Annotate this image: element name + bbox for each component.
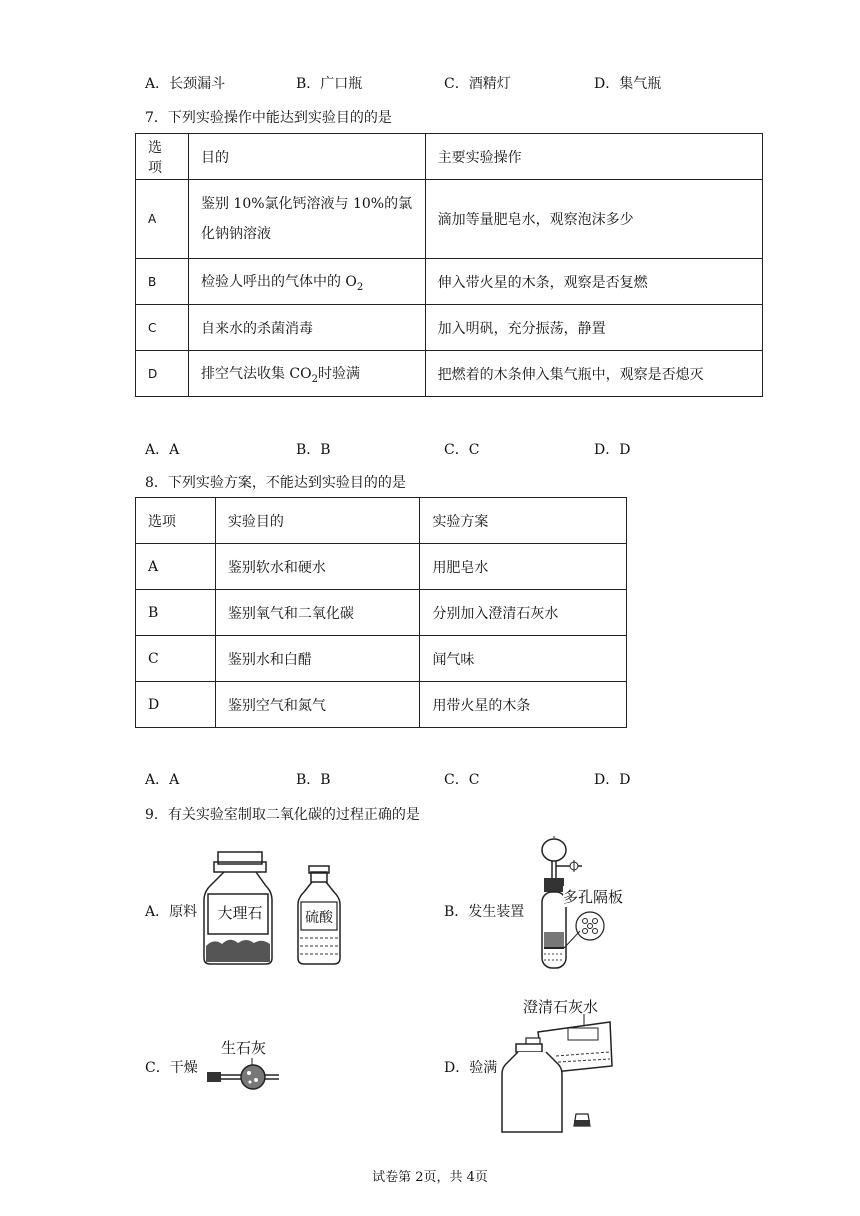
q8-row-b xyxy=(136,590,627,636)
page-footer: 试卷第 2页，共 4页 xyxy=(372,1170,488,1185)
q8-header-plan: 实验方案 xyxy=(420,498,627,544)
q7-header-goal: 目的 xyxy=(188,134,425,180)
subscript: 2 xyxy=(311,373,318,385)
q8-option-a: A．A xyxy=(145,772,180,788)
q8-row-goal: 鉴别水和白醋 xyxy=(215,636,420,682)
drying-tube-illustration xyxy=(205,1058,285,1092)
q7-row-option: A xyxy=(136,180,189,259)
q8-option-c: C．C xyxy=(444,772,480,788)
q7-row-c xyxy=(136,305,763,351)
q7-option-d: D．D xyxy=(594,442,631,458)
q7-option-b: B．B xyxy=(296,442,331,458)
q7-row-goal xyxy=(188,351,425,397)
q7-row-option: B xyxy=(136,259,189,305)
full-check-illustration xyxy=(498,1014,618,1138)
q7-row-option: C xyxy=(136,305,189,351)
q8-row-plan: 分别加入澄清石灰水 xyxy=(420,590,627,636)
q9-option-a-label: A．原料 xyxy=(145,904,198,920)
q7-row-goal xyxy=(188,259,425,305)
q7-stem: 7．下列实验操作中能达到实验目的的是 xyxy=(145,110,392,126)
porous-plate-note: 多孔隔板 xyxy=(563,888,624,906)
q9-stem: 9．有关实验室制取二氧化碳的过程正确的是 xyxy=(145,807,420,823)
q8-row-d xyxy=(136,682,627,728)
q7-header-row xyxy=(136,134,763,180)
goal-text: 排空气法收集 CO xyxy=(200,365,312,382)
bottle2-label: 硫酸 xyxy=(305,910,333,926)
q6-option-a: A．长颈漏斗 xyxy=(145,76,226,92)
q8-row-plan: 闻气味 xyxy=(420,636,627,682)
q6-option-d: D．集气瓶 xyxy=(594,76,662,92)
q7-option-c: C．C xyxy=(444,442,480,458)
bottle1-label: 大理石 xyxy=(217,904,263,922)
q7-table xyxy=(135,133,763,397)
q8-header-goal: 实验目的 xyxy=(215,498,420,544)
q7-option-a: A．A xyxy=(145,442,180,458)
q8-row-goal: 鉴别氧气和二氧化碳 xyxy=(215,590,420,636)
q8-row-option: C xyxy=(136,636,216,682)
q8-table xyxy=(135,497,627,728)
q7-row-b xyxy=(136,259,763,305)
q6-option-b: B．广口瓶 xyxy=(296,76,363,92)
goal-text: 检验人呼出的气体中的 O xyxy=(200,273,357,290)
q7-row-a xyxy=(136,180,763,259)
quicklime-note: 生石灰 xyxy=(221,1039,267,1057)
q8-header-option: 选项 xyxy=(136,498,216,544)
q7-row-operation: 加入明矾，充分振荡，静置 xyxy=(425,305,762,351)
q7-row-goal-line2: 化钠钠溶液 xyxy=(200,226,271,242)
limewater-note: 澄清石灰水 xyxy=(523,998,599,1016)
subscript: 2 xyxy=(356,281,364,293)
q7-row-operation: 伸入带火星的木条，观察是否复燃 xyxy=(425,259,762,305)
q8-stem: 8．下列实验方案，不能达到实验目的的是 xyxy=(145,475,406,491)
q8-row-a xyxy=(136,544,627,590)
q9-option-d-label: D．验满 xyxy=(444,1060,498,1076)
q7-row-goal xyxy=(188,180,425,259)
q8-row-option: B xyxy=(136,590,216,636)
q8-option-b: B．B xyxy=(296,772,331,788)
q8-row-plan: 用带火星的木条 xyxy=(420,682,627,728)
q9-option-b-label: B．发生装置 xyxy=(444,904,525,920)
q7-header-option: 选项 xyxy=(136,134,189,180)
q7-header-operation: 主要实验操作 xyxy=(425,134,762,180)
q8-row-goal: 鉴别软水和硬水 xyxy=(215,544,420,590)
q6-option-c: C．酒精灯 xyxy=(444,76,511,92)
q7-row-option: D xyxy=(136,351,189,397)
goal-text-post: 时验满 xyxy=(317,365,360,382)
q8-row-c xyxy=(136,636,627,682)
q8-option-d: D．D xyxy=(594,772,631,788)
q9-option-c-label: C．干燥 xyxy=(145,1060,198,1076)
q8-row-option: A xyxy=(136,544,216,590)
q7-row-goal-line1: 鉴别 10%氯化钙溶液与 10%的氯 xyxy=(200,196,413,212)
q8-header-row xyxy=(136,498,627,544)
q7-row-goal: 自来水的杀菌消毒 xyxy=(188,305,425,351)
q8-row-option: D xyxy=(136,682,216,728)
q8-row-plan: 用肥皂水 xyxy=(420,544,627,590)
q7-row-d xyxy=(136,351,763,397)
q8-row-goal: 鉴别空气和氮气 xyxy=(215,682,420,728)
q7-row-operation: 把燃着的木条伸入集气瓶中，观察是否熄灭 xyxy=(425,351,762,397)
q7-row-operation: 滴加等量肥皂水，观察泡沫多少 xyxy=(425,180,762,259)
